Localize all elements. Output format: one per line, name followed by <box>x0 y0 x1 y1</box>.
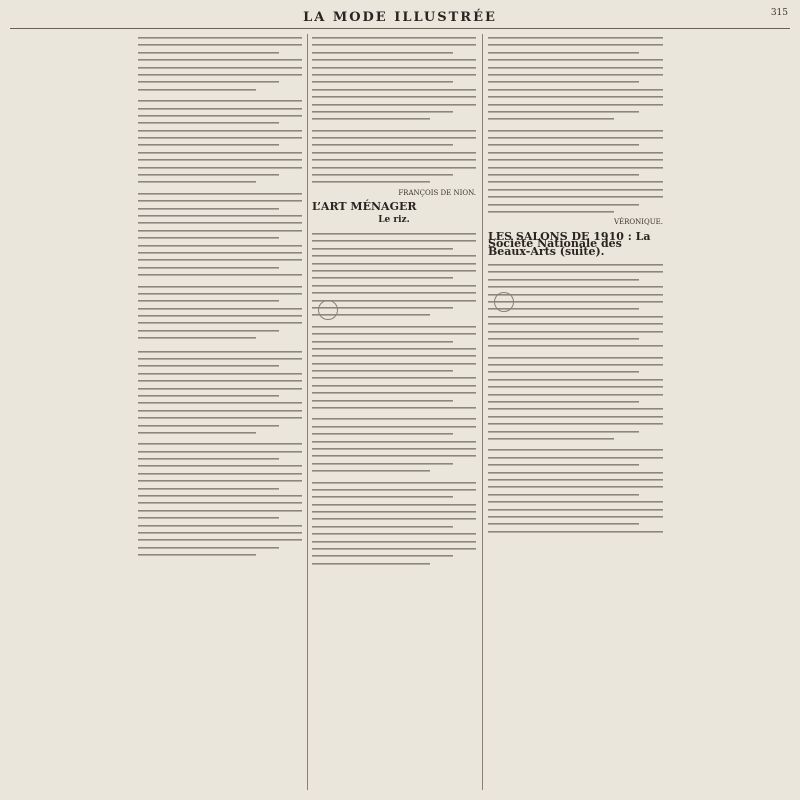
page-number: 315 <box>770 8 788 18</box>
column-divider <box>482 34 483 790</box>
ornament-icon <box>494 292 514 312</box>
section-title-art-menager: L’ART MÉNAGER <box>312 200 417 214</box>
author-signature: VÉRONIQUE. <box>613 218 663 227</box>
ornament-icon <box>318 300 338 320</box>
section-subtitle-riz: Le riz. <box>378 214 410 225</box>
author-signature: FRANÇOIS DE NION. <box>398 188 476 197</box>
column-left <box>138 34 302 790</box>
column-divider <box>307 34 308 790</box>
column-middle <box>312 34 476 790</box>
section-title-salons: LES SALONS DE 1910 : La Société Nationale des Beaux-Arts (suite). <box>488 229 651 258</box>
column-right <box>488 34 663 790</box>
page-header <box>10 6 790 29</box>
masthead: LA MODE ILLUSTRÉE <box>303 9 497 25</box>
